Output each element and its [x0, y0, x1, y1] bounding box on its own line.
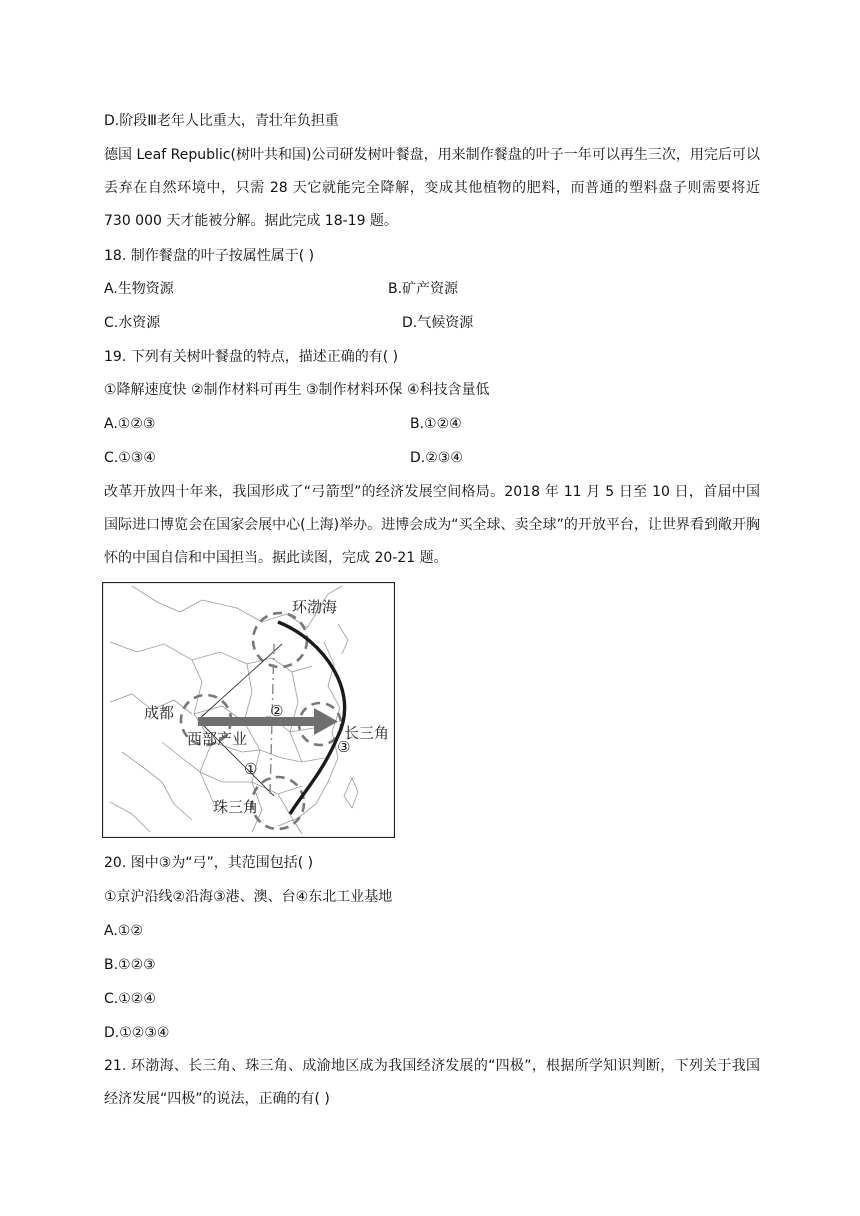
- question-19-option-c: C.①③④: [104, 450, 156, 466]
- label-number-2: ②: [270, 702, 284, 720]
- question-20-option-d: D.①②③④: [104, 1025, 170, 1041]
- label-number-1: ①: [244, 760, 258, 778]
- question-19-option-d: D.②③④: [410, 450, 463, 466]
- question-19-statements: ①降解速度快 ②制作材料可再生 ③制作材料环保 ④科技含量低: [104, 382, 490, 398]
- question-18-option-d: D.气候资源: [402, 315, 474, 331]
- label-pearl-delta: 珠三角: [213, 798, 259, 816]
- label-chengdu: 成都: [144, 704, 175, 722]
- question-18-stem: 18. 制作餐盘的叶子按属性属于( ): [104, 248, 315, 264]
- question-18-option-a: A.生物资源: [104, 281, 174, 297]
- question-19-option-a: A.①②③: [104, 416, 156, 432]
- map-figure: [102, 582, 395, 838]
- label-bohai: 环渤海: [292, 598, 338, 616]
- question-19-option-b: B.①②④: [410, 416, 462, 432]
- label-number-3: ③: [337, 738, 351, 756]
- question-20-statements: ①京沪沿线②沿海③港、澳、台④东北工业基地: [104, 889, 393, 905]
- question-18-option-b: B.矿产资源: [388, 281, 459, 297]
- passage-leaf-plate: 德国 Leaf Republic(树叶共和国)公司研发树叶餐盘，用来制作餐盘的叶子一年可以再生三次，用完后可以丢弃在自然环境中，只需 28 天它就能完全降解，变成其他植物的肥料，而普通的塑料盘子则需要将近 730 000 天才能被分解。据此完成 18-19 题。: [104, 147, 760, 229]
- bow-arrow-map: [102, 582, 395, 838]
- question-20-stem: 20. 图中③为“弓”，其范围包括( ): [104, 855, 314, 871]
- question-20-option-a: A.①②: [104, 923, 143, 939]
- question-20-option-c: C.①②④: [104, 991, 156, 1007]
- question-18-option-c: C.水资源: [104, 315, 161, 331]
- label-yangtze-delta: 长三角: [344, 724, 390, 742]
- question-21-stem: 21. 环渤海、长三角、珠三角、成渝地区成为我国经济发展的“四极”，根据所学知识判断，下列关于我国经济发展“四极”的说法，正确的有( ): [104, 1058, 760, 1107]
- question-19-stem: 19. 下列有关树叶餐盘的特点，描述正确的有( ): [104, 349, 399, 365]
- passage-bow-arrow: 改革开放四十年来，我国形成了“弓箭型”的经济发展空间格局。2018 年 11 月 5 日至 10 日，首届中国国际进口博览会在国家会展中心(上海)举办。进博会成为“买全球、卖全球”的开放平台，让世界看到敞开胸怀的中国自信和中国担当。据此读图，完成 20-21 题。: [104, 484, 760, 566]
- label-west-industry: 西部产业: [187, 730, 248, 748]
- question-17-option-d: D.阶段Ⅲ老年人比重大，青壮年负担重: [104, 113, 339, 129]
- question-20-option-b: B.①②③: [104, 957, 156, 973]
